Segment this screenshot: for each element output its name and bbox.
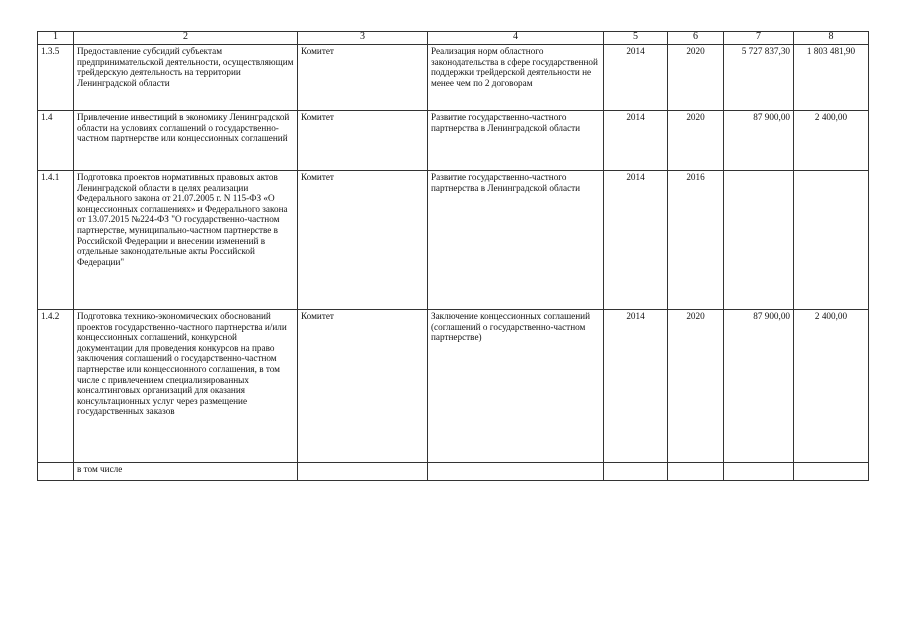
item-start-year: 2014 (604, 171, 668, 310)
item-total: 87 900,00 (724, 310, 794, 463)
item-number: 1.4.1 (38, 171, 74, 310)
header-col-4: 4 (428, 32, 604, 45)
item-total (724, 463, 794, 481)
item-amount: 1 803 481,90 (794, 45, 869, 111)
header-col-8: 8 (794, 32, 869, 45)
item-number: 1.3.5 (38, 45, 74, 111)
header-col-6: 6 (668, 32, 724, 45)
item-amount: 2 400,00 (794, 310, 869, 463)
item-total: 87 900,00 (724, 111, 794, 171)
item-executor (298, 463, 428, 481)
item-amount (794, 171, 869, 310)
header-col-1: 1 (38, 32, 74, 45)
item-result: Реализация норм областного законодательства в сфере государственной поддержки трейдерской деятельности не менее чем по 2 договорам (428, 45, 604, 111)
item-start-year: 2014 (604, 310, 668, 463)
item-name: Привлечение инвестиций в экономику Ленинградской области на условиях соглашений о государственно-частном партнерстве или концессионных соглашений (74, 111, 298, 171)
item-end-year (668, 463, 724, 481)
item-executor: Комитет (298, 171, 428, 310)
item-end-year: 2020 (668, 111, 724, 171)
item-name: Подготовка проектов нормативных правовых актов Ленинградской области в целях реализации Федерального закона от 21.07.2005 г. N 115-ФЗ «О концессионных соглашениях» и Федерального закона от 13.07.2015 №224-ФЗ "О государственно-частном партнерстве, муниципально-частном партнерстве в Российской Федерации и внесении изменений в отдельные законодательные акты Российской Федерации" (74, 171, 298, 310)
item-name: в том числе (74, 463, 298, 481)
item-executor: Комитет (298, 310, 428, 463)
item-amount (794, 463, 869, 481)
header-col-2: 2 (74, 32, 298, 45)
table-row (38, 310, 869, 463)
item-end-year: 2020 (668, 45, 724, 111)
program-activities-table (37, 31, 869, 481)
header-col-3: 3 (298, 32, 428, 45)
item-total (724, 171, 794, 310)
table-row (38, 45, 869, 111)
item-number: 1.4 (38, 111, 74, 171)
item-total: 5 727 837,30 (724, 45, 794, 111)
item-amount: 2 400,00 (794, 111, 869, 171)
item-executor: Комитет (298, 111, 428, 171)
table-header-row (38, 32, 869, 45)
item-start-year: 2014 (604, 45, 668, 111)
header-col-5: 5 (604, 32, 668, 45)
item-end-year: 2016 (668, 171, 724, 310)
item-executor: Комитет (298, 45, 428, 111)
item-start-year: 2014 (604, 111, 668, 171)
table-row (38, 171, 869, 310)
item-result (428, 463, 604, 481)
item-number (38, 463, 74, 481)
item-number: 1.4.2 (38, 310, 74, 463)
table-row (38, 111, 869, 171)
item-result: Развитие государственно-частного партнерства в Ленинградской области (428, 171, 604, 310)
item-result: Заключение концессионных соглашений (соглашений о государственно-частном партнерстве) (428, 310, 604, 463)
item-start-year (604, 463, 668, 481)
item-result: Развитие государственно-частного партнерства в Ленинградской области (428, 111, 604, 171)
item-end-year: 2020 (668, 310, 724, 463)
header-col-7: 7 (724, 32, 794, 45)
table-row (38, 463, 869, 481)
item-name: Предоставление субсидий субъектам предпринимательской деятельности, осуществляющим трейдерскую деятельность на территории Ленинградской области (74, 45, 298, 111)
item-name: Подготовка технико-экономических обоснований проектов государственно-частного партнерства и/или концессионных соглашений, конкурсной документации для проведения конкурсов на право заключения соглашений о государственно-частном партнерстве или концессионного соглашения, в том числе с привлечением специализированных консалтинговых организаций для оказания консультационных услуг через размещение государственных заказов (74, 310, 298, 463)
